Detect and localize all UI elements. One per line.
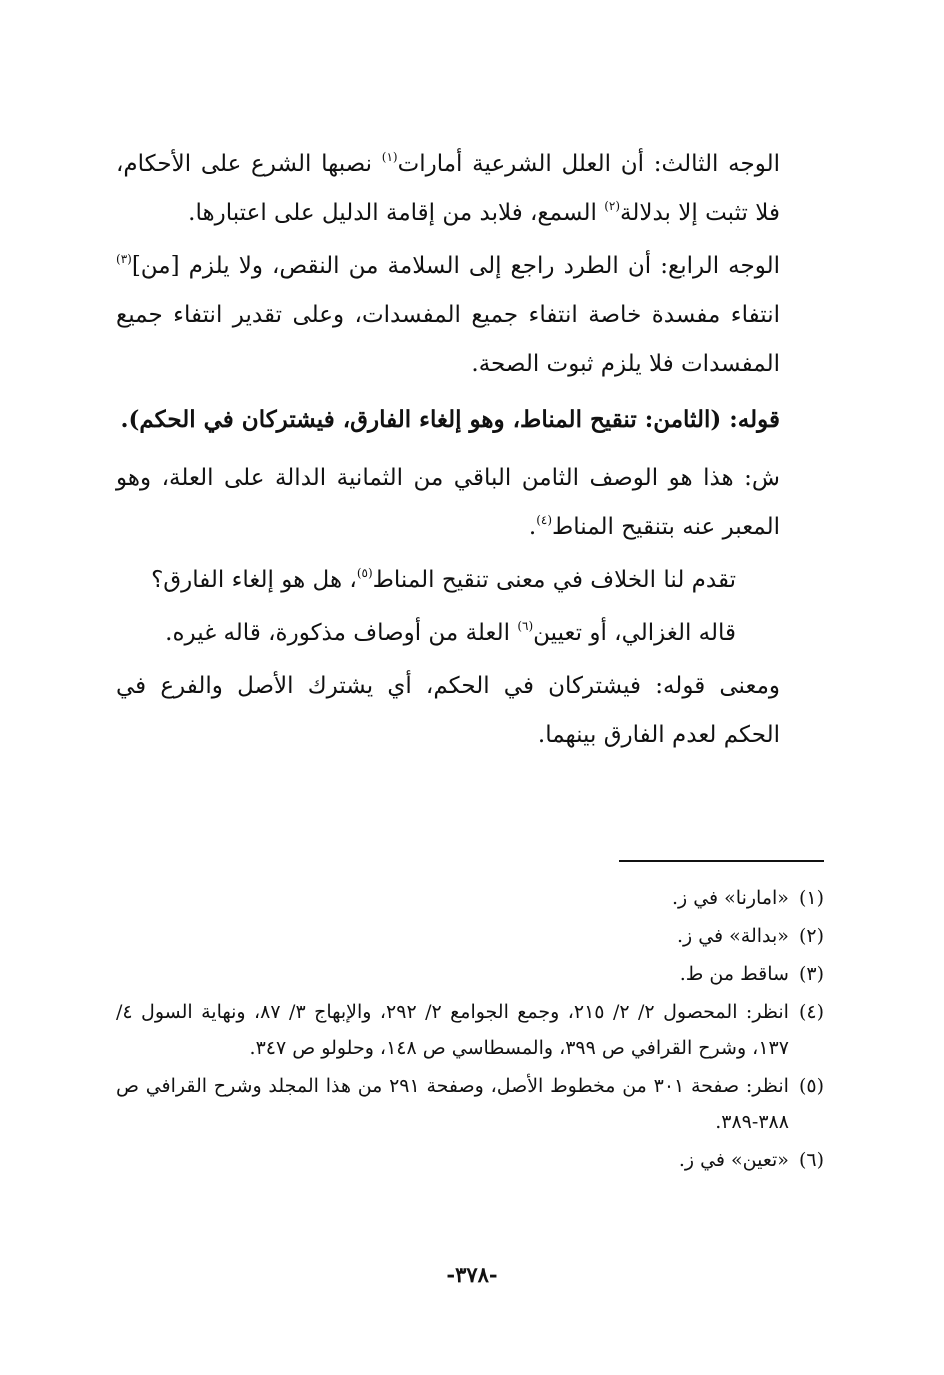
footnote-item: (٦) «تعين» في ز. — [678, 1149, 824, 1171]
footnote-item: (٥) انظر: صفحة ٣٠١ من مخطوط الأصل، وصفحة ٢٩١ من هذا المجلد وشرح القرافي ص ٣٨٨-٣٨٩. — [116, 1075, 824, 1133]
main-text — [116, 140, 824, 764]
paragraph-ghazali: قاله الغزالي، أو تعيين$^{(٦)}$ العلة من أوصاف مذكورة، قاله غيره. — [165, 619, 736, 646]
footnote-item: (٣) ساقط من ط. — [679, 963, 824, 985]
footnote-item: (١) «امارنا» في ز. — [671, 887, 824, 909]
footnote-item: (٤) انظر: المحصول ٢/ ٢/ ٢١٥، وجمع الجوامع ٢/ ٢٩٢، والإبهاج ٣/ ٨٧، ونهاية السول ٤/ ١٣٧، وشرح القرافي ص ٣٩٩، والمسطاسي ص ١٤٨، وحلولو ص ٣٤٧. — [116, 1001, 824, 1059]
footnote-separator — [619, 860, 824, 862]
footnote-ref-5: (٥) — [356, 566, 373, 580]
paragraph-fourth-aspect: الوجه الرابع: أن الطرد راجع إلى السلامة من النقص، ولا يلزم [من]$^{(٣)}$ انتفاء مفسدة خاصة انتفاء جميع المفسدات، وعلى تقدير انتفاء جميع المفسدات فلا يلزم ثبوت الصحة. — [116, 252, 780, 377]
footnote-ref-3: (٣) — [116, 252, 132, 266]
footnote-ref-6: (٦) — [517, 619, 534, 633]
page-number: -٣٧٨- — [446, 1262, 498, 1287]
footnote-ref-2: (٢) — [604, 199, 621, 213]
footnote-ref-1: (١) — [381, 150, 398, 164]
paragraph-third-aspect: الوجه الثالث: أن العلل الشرعية أمارات$^{(١)}$ نصبها الشرع على الأحكام، فلا تثبت إلا بدلالة$^{(٢)}$ السمع، فلابد من إقامة الدليل على اعتبارها. — [116, 150, 780, 226]
footnote-ref-4: (٤) — [536, 513, 553, 527]
section-heading: قوله: (الثامن: تنقيح المناط، وهو إلغاء الفارق، فيشتركان في الحكم). — [120, 406, 780, 433]
paragraph-meaning: ومعنى قوله: فيشتركان في الحكم، أي يشترك الأصل والفرع في الحكم لعدم الفارق بينهما. — [116, 673, 780, 748]
footnotes — [116, 880, 824, 1180]
paragraph-disagreement: تقدم لنا الخلاف في معنى تنقيح المناط$^{(٥)}$، هل هو إلغاء الفارق؟ — [151, 566, 736, 593]
paragraph-commentary: ش: هذا هو الوصف الثامن الباقي من الثمانية الدالة على العلة، وهو المعبر عنه بتنقيح المناط$^{(٤)}$. — [116, 465, 780, 540]
footnote-item: (٢) «بدالة» في ز. — [676, 925, 824, 947]
